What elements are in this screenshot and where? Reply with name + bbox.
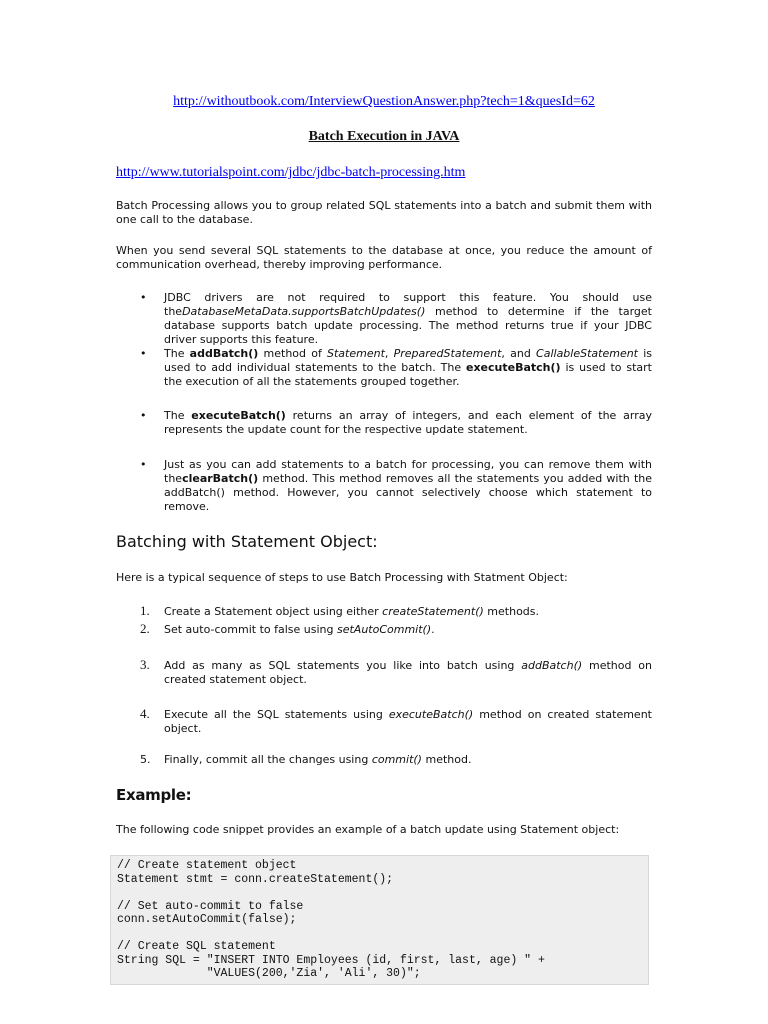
code-line: "VALUES(200,'Zia', 'Ali', 30)";: [117, 967, 421, 980]
code-line: // Create statement object: [117, 859, 297, 872]
code-line: // Create SQL statement: [117, 940, 276, 953]
tutorials-link-line: [116, 165, 465, 181]
bullet-text-part: Just as you can add statements to a batch for processing, you can remove them with the: [164, 458, 652, 485]
step-number: 4.: [140, 706, 150, 721]
bullet-item-2: [140, 347, 652, 389]
step-item-3: [140, 659, 652, 687]
step-text: [164, 623, 652, 637]
code-line: String SQL = "INSERT INTO Employees (id, first, last, age) " +: [117, 953, 545, 967]
intro-paragraph-1: Batch Processing allows you to group related SQL statements into a batch and submit them with one call to the database.: [116, 199, 652, 226]
step-number: 3.: [140, 657, 150, 672]
section-heading: Batching with Statement Object:: [116, 532, 378, 551]
step-text-part: Create a Statement object using either: [164, 605, 383, 618]
steps-intro: Here is a typical sequence of steps to use Batch Processing with Statment Object:: [116, 571, 568, 584]
bullet-item-3: [140, 409, 652, 437]
step-item-5: [140, 753, 652, 767]
code-text: [117, 859, 545, 981]
method-name: executeBatch(): [466, 361, 561, 374]
example-heading: Example:: [116, 786, 192, 804]
method-name: createStatement(): [382, 605, 484, 618]
bullet-text-part: method. This method removes all the statements you added with the addBatch() method. However, you cannot selectively choose which statement to remove.: [164, 472, 652, 513]
bullet-dot: •: [140, 409, 147, 422]
bullet-text-part: method of: [258, 347, 328, 360]
step-text-part: Set auto-commit to false using: [164, 623, 337, 636]
bullet-text-part: JDBC drivers are not required to support this feature. You should use the: [164, 291, 652, 318]
method-name: executeBatch(): [388, 708, 474, 721]
class-name: CallableStatement: [536, 347, 638, 360]
example-intro: The following code snippet provides an example of a batch update using Statement object:: [116, 823, 620, 836]
bullet-text: [164, 347, 652, 389]
bullet-text: [164, 458, 652, 514]
code-block: [110, 855, 649, 985]
bullet-text-part: The: [164, 409, 192, 422]
bullet-dot: •: [140, 458, 147, 471]
bullet-item-1: [140, 291, 652, 347]
bullet-text-part: returns an array of integers, and each element of the array represents the update count for the respective update statement.: [164, 409, 652, 436]
method-name: DatabaseMetaData.supportsBatchUpdates(): [182, 305, 426, 318]
step-text-part: .: [431, 623, 435, 636]
bullet-text: [164, 291, 652, 347]
class-name: PreparedStatement: [393, 347, 502, 360]
bullet-text-part: is used to add individual statements to the batch. The: [164, 347, 652, 374]
code-line: // Set auto-commit to false: [117, 899, 304, 913]
step-text-part: method on created statement object.: [164, 659, 652, 686]
step-text: [164, 659, 652, 687]
method-name: executeBatch(): [191, 409, 286, 422]
step-number: 2.: [140, 621, 150, 636]
step-text-part: method.: [421, 753, 472, 766]
page-title: Batch Execution in JAVA: [308, 129, 460, 144]
class-name: Statement: [327, 347, 385, 360]
bullet-text-part: The: [164, 347, 190, 360]
top-link-line: [0, 94, 768, 110]
step-text-part: Finally, commit all the changes using: [164, 753, 372, 766]
withoutbook-link[interactable]: http://withoutbook.com/InterviewQuestionAnswer.php?tech=1&quesId=62: [173, 94, 595, 109]
method-name: addBatch(): [521, 659, 583, 672]
step-text-part: method on created statement object.: [164, 708, 652, 735]
step-text-part: methods.: [483, 605, 540, 618]
step-text: [164, 708, 652, 736]
bullet-text: [164, 409, 652, 437]
method-name: addBatch(): [189, 347, 259, 360]
step-number: 1.: [140, 603, 150, 618]
bullet-text-part: , and: [501, 347, 537, 360]
step-item-2: [140, 623, 652, 637]
step-item-4: [140, 708, 652, 736]
step-text-part: Execute all the SQL statements using: [164, 708, 389, 721]
bullet-dot: •: [140, 347, 147, 360]
code-line: Statement stmt = conn.createStatement();: [117, 872, 394, 886]
step-text-part: Add as many as SQL statements you like into batch using: [164, 659, 522, 672]
step-number: 5.: [140, 753, 151, 766]
bullet-item-4: [140, 458, 652, 514]
tutorialspoint-link[interactable]: http://www.tutorialspoint.com/jdbc/jdbc-batch-processing.htm: [116, 165, 466, 180]
bullet-text-part: method to determine if the target database supports batch update processing. The method returns true if your JDBC driver supports this feature.: [164, 305, 652, 346]
method-name: clearBatch(): [182, 472, 259, 485]
bullet-dot: •: [140, 291, 147, 304]
code-line: [117, 927, 545, 941]
step-text: [164, 605, 652, 619]
step-item-1: [140, 605, 652, 619]
method-name: commit(): [371, 753, 422, 766]
bullet-text-part: is used to start the execution of all the statements grouped together.: [164, 361, 652, 388]
intro-paragraph-2: When you send several SQL statements to the database at once, you reduce the amount of communication overhead, thereby improving performance.: [116, 244, 652, 271]
code-line: conn.setAutoCommit(false);: [117, 913, 297, 926]
bullet-text-part: ,: [384, 347, 394, 360]
code-line: [117, 886, 545, 900]
step-text: [164, 753, 652, 767]
method-name: setAutoCommit(): [336, 623, 432, 636]
